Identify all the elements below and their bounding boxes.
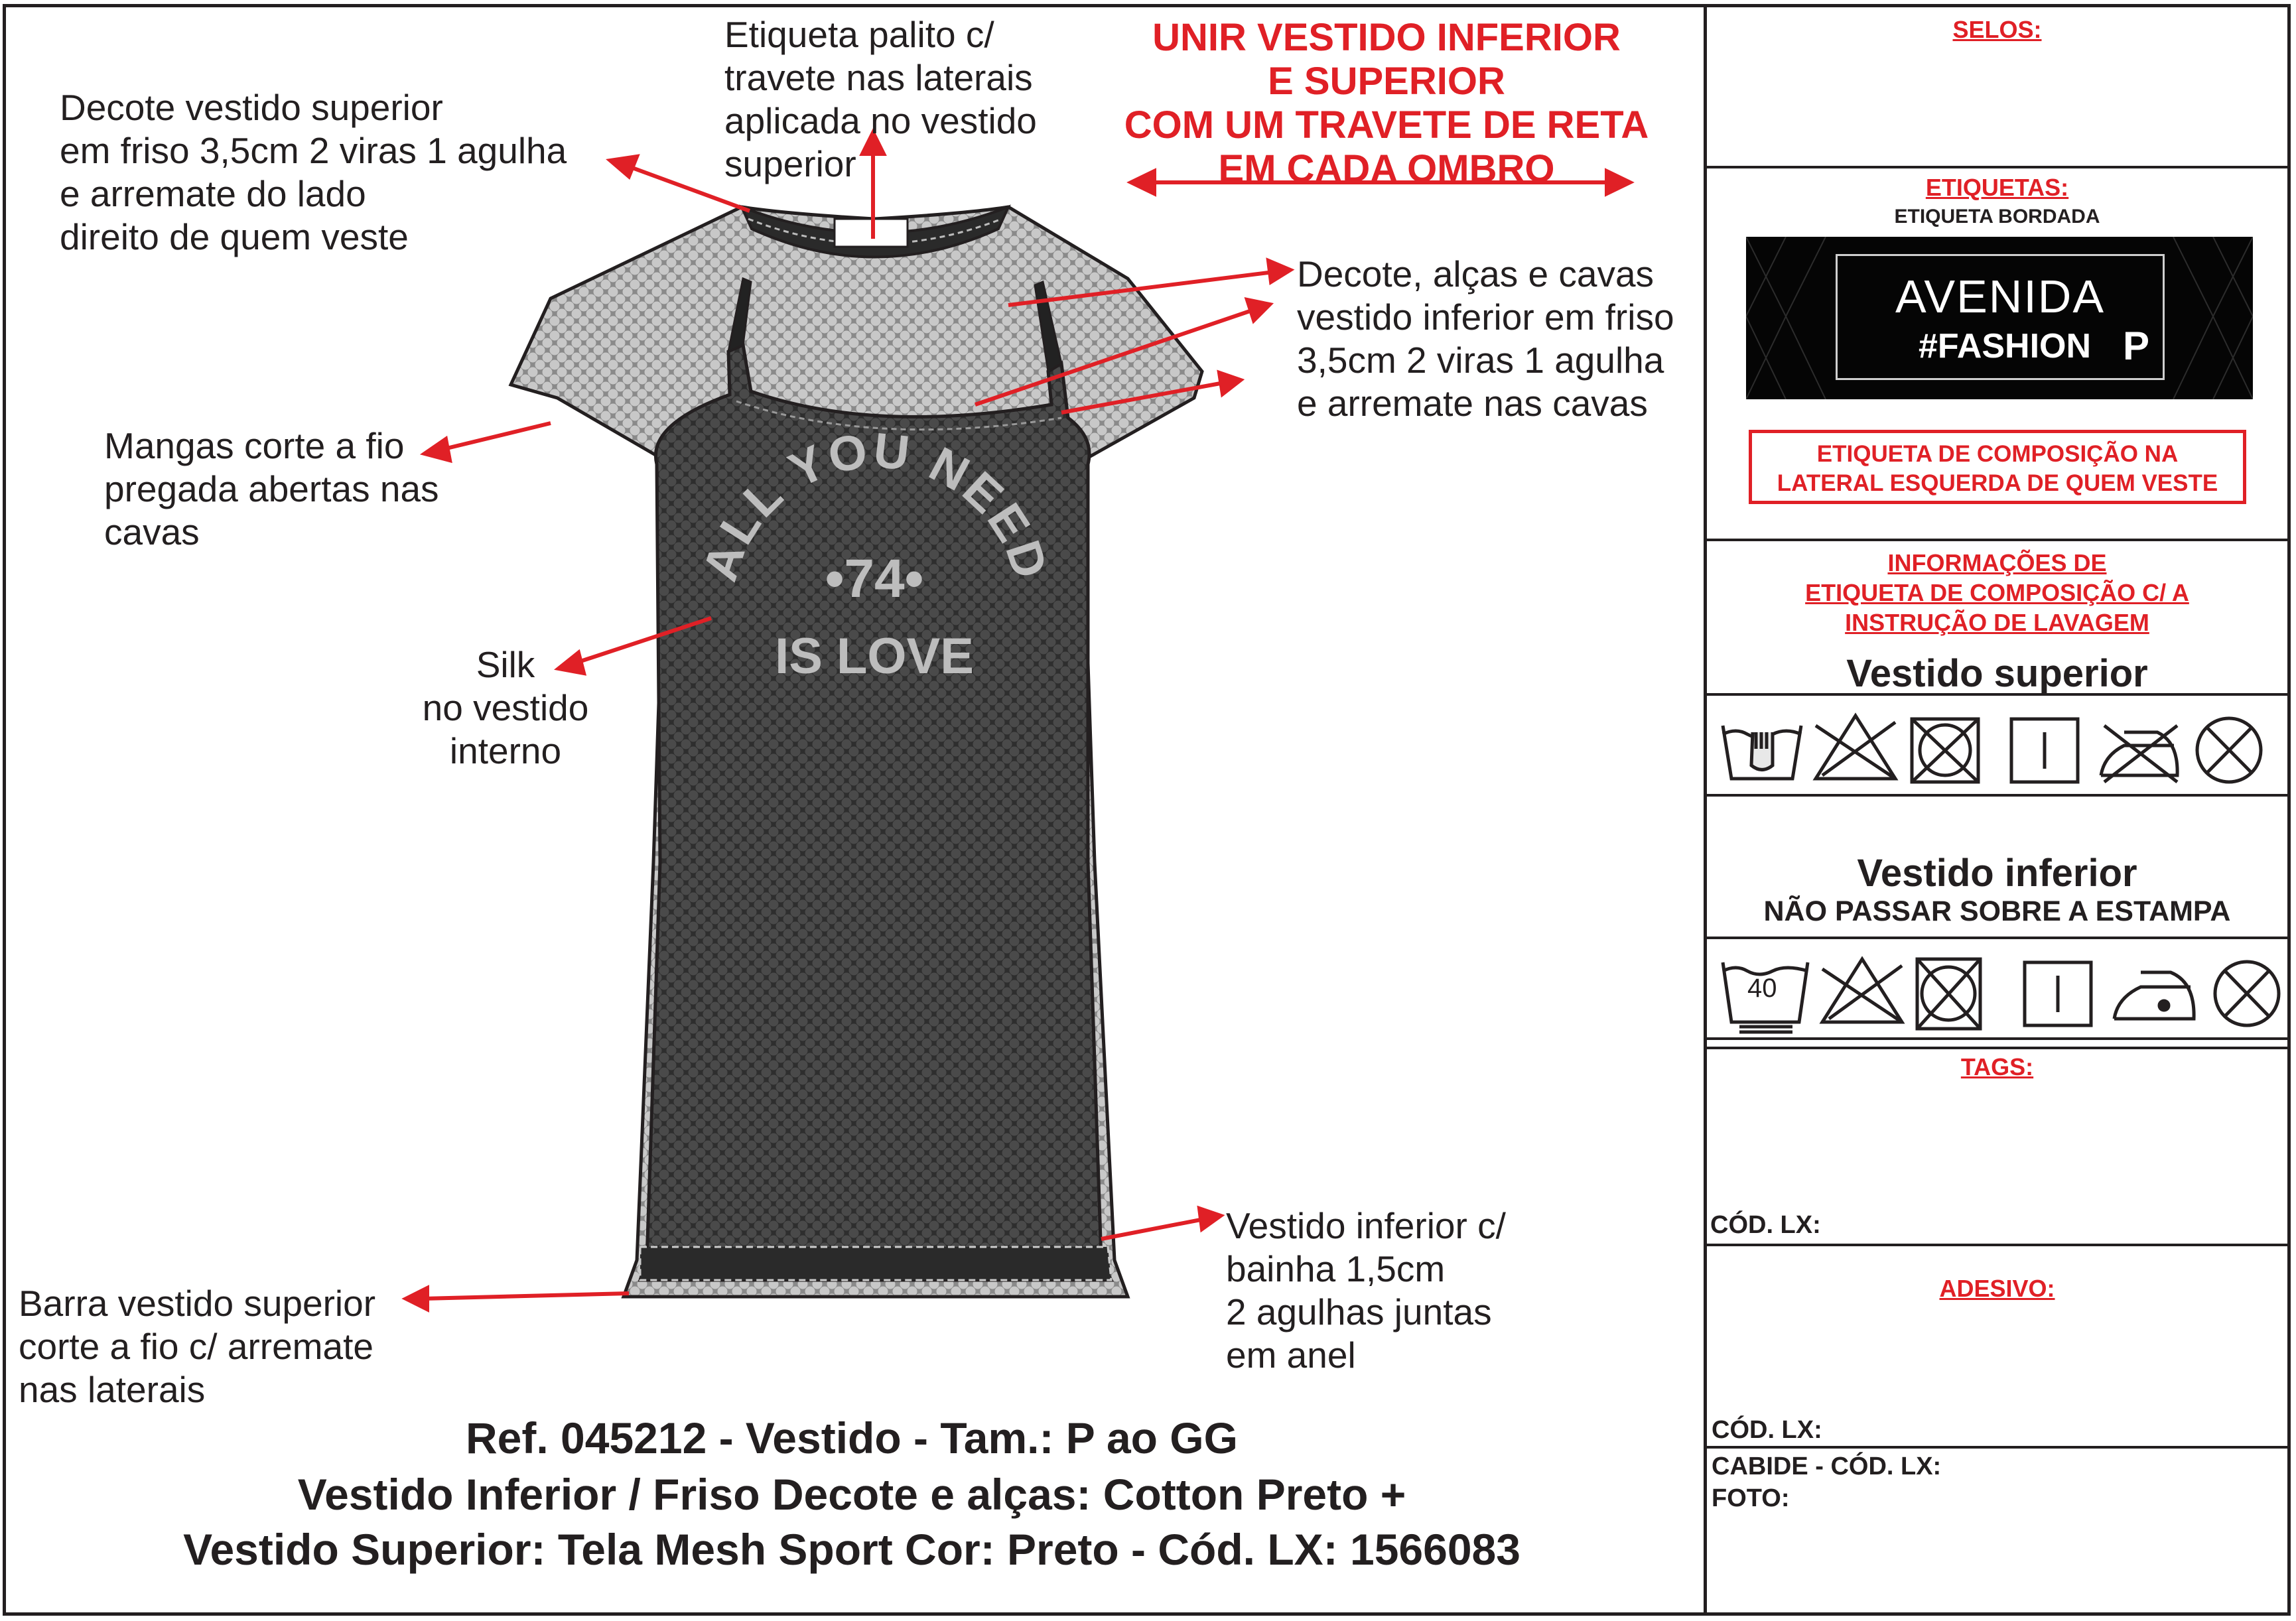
selos-title: SELOS: [1952,16,2042,43]
superior-title: Vestido superior [1846,652,2148,695]
ref-title-line-3: Vestido Superior: Tela Mesh Sport Cor: Preto - Cód. LX: 1566083 [183,1525,1520,1574]
label-size: P [2123,324,2150,368]
cabide-cod-lx: CABIDE - CÓD. LX: [1712,1453,1942,1480]
annotation-etiqueta-palito: Etiqueta palito c/ travete nas laterais aplicada no vestido superior [724,14,1037,184]
adesivo-divider [1704,1446,2291,1449]
care-icons-superior [1706,696,2288,795]
tags-divider [1704,1244,2291,1246]
adesivo-title: ADESIVO: [1939,1275,2055,1302]
care-row-superior [1706,693,2288,797]
annotation-silk: Silk no vestido interno [422,644,589,771]
annotation-decote-alcas: Decote, alças e cavas vestido inferior em friso 3,5cm 2 viras 1 agulha e arremate nas cavas [1297,253,1674,424]
tags-cod-lx: CÓD. LX: [1710,1211,1821,1239]
tags-title: TAGS: [1960,1053,2034,1080]
label-brand: AVENIDA [1895,271,2106,322]
no-tumble-dry-icon [1917,959,1980,1029]
etiqueta-bordada-caption: ETIQUETA BORDADA [1894,206,2100,227]
ref-title-line-2: Vestido Inferior / Friso Decote e alças: Cotton Preto + [297,1470,1406,1519]
hand-wash-icon [1723,726,1801,779]
annotation-vestido-inferior: Vestido inferior c/ bainha 1,5cm 2 agulhas juntas em anel [1226,1205,1506,1376]
iron-low-icon [2114,972,2194,1019]
embroidered-label [1746,237,2253,399]
informacoes-title: INFORMAÇÕES DE ETIQUETA DE COMPOSIÇÃO C/ A INSTRUÇÃO DE LAVAGEM [1805,549,2189,636]
print-bottom-text: IS LOVE [775,628,974,684]
inferior-note: NÃO PASSAR SOBRE A ESTAMPA [1763,895,2231,927]
etiquetas-title: ETIQUETAS: [1925,174,2069,201]
no-bleach-icon [1816,716,1895,779]
line-dry-icon [2025,962,2091,1025]
wash-temperature: 40 [1747,974,1777,1003]
inferior-title: Vestido inferior [1857,852,2137,895]
care-icons-inferior [1706,939,2288,1039]
annotation-decote-superior: Decote vestido superior em friso 3,5cm 2 viras 1 agulha e arremate do lado direito de quem veste [60,87,567,257]
join-instruction: UNIR VESTIDO INFERIOR E SUPERIOR COM UM TRAVETE DE RETA EM CADA OMBRO [1124,16,1649,190]
no-iron-icon [2101,726,2177,782]
annotation-barra: Barra vestido superior corte a fio c/ arremate nas laterais [19,1283,376,1410]
composicao-box: ETIQUETA DE COMPOSIÇÃO NA LATERAL ESQUERDA DE QUEM VESTE [1749,430,2246,504]
inferior-bottom-divider [1704,1047,2291,1049]
adesivo-cod-lx: CÓD. LX: [1712,1416,1822,1444]
selos-divider [1704,166,2291,168]
label-tag: #FASHION [1919,327,2092,365]
panel-divider [1704,4,1707,1616]
annotation-mangas: Mangas corte a fio pregada abertas nas cavas [104,425,439,552]
no-tumble-dry-icon [1912,719,1978,782]
print-number-text: •74• [825,549,924,609]
foto-label: FOTO: [1712,1484,1790,1512]
ref-title-line-1: Ref. 045212 - Vestido - Tam.: P ao GG [466,1413,1238,1462]
inner-dress [640,345,1111,1280]
print-arc-text: ALL YOU NEED [692,422,1059,588]
etiquetas-divider [1704,539,2291,541]
no-dry-clean-icon [2197,718,2261,782]
inner-hem [640,1247,1111,1280]
no-bleach-icon [1822,959,1902,1022]
no-dry-clean-icon [2215,962,2279,1025]
care-row-inferior [1706,937,2288,1040]
line-dry-icon [2011,719,2078,782]
